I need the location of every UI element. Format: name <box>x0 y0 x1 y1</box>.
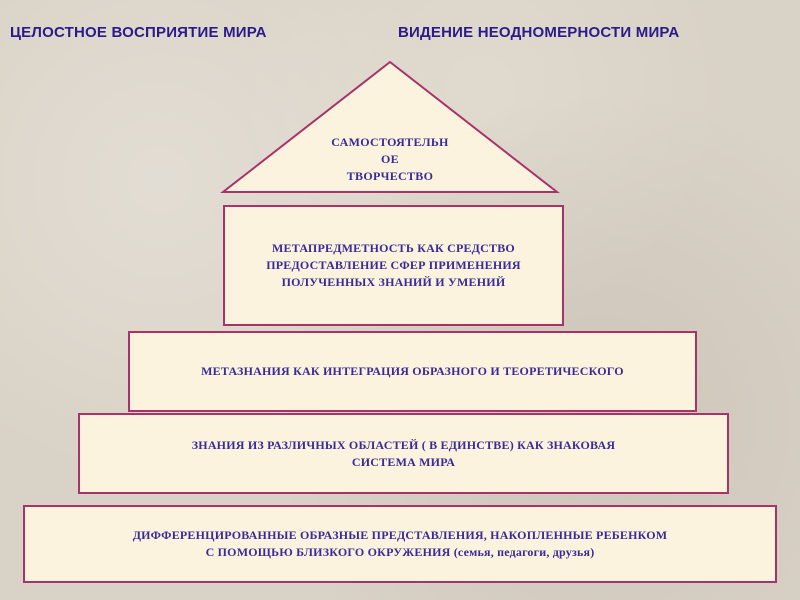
level-text-line: ПРЕДОСТАВЛЕНИЕ СФЕР ПРИМЕНЕНИЯ <box>266 258 521 272</box>
level-text-line: ЗНАНИЯ ИЗ РАЗЛИЧНЫХ ОБЛАСТЕЙ ( В ЕДИНСТВЕ) КАК ЗНАКОВАЯ <box>191 437 616 452</box>
level-text-line: ДИФФЕРЕНЦИРОВАННЫЕ ОБРАЗНЫЕ ПРЕДСТАВЛЕНИЯ, НАКОПЛЕННЫЕ РЕБЕНКОМ <box>132 528 668 542</box>
pyramid-level-metasubject <box>223 205 564 326</box>
header-title-left: ЦЕЛОСТНОЕ ВОСПРИЯТИЕ МИРА <box>10 24 267 41</box>
roof-label-line: САМОСТОЯТЕЛЬН <box>331 135 449 149</box>
level-text-line: ПОЛУЧЕННЫХ ЗНАНИЙ И УМЕНИЙ <box>281 275 506 289</box>
pyramid-level-metaknowledge <box>128 331 697 412</box>
level-text-line: С ПОМОЩЬЮ БЛИЗКОГО ОКРУЖЕНИЯ (семья, педагоги, друзья) <box>205 545 595 559</box>
header-title-right: ВИДЕНИЕ НЕОДНОМЕРНОСТИ МИРА <box>398 24 680 41</box>
pyramid-level-representations <box>23 505 777 583</box>
level-text-line: СИСТЕМА МИРА <box>351 454 456 469</box>
roof-label <box>300 134 480 185</box>
level-text-line: МЕТАЗНАНИЯ КАК ИНТЕГРАЦИЯ ОБРАЗНОГО И ТЕОРЕТИЧЕСКОГО <box>201 364 624 378</box>
roof-label-line: ТВОРЧЕСТВО <box>346 169 434 183</box>
level-text-line: МЕТАПРЕДМЕТНОСТЬ КАК СРЕДСТВО <box>272 241 515 255</box>
roof-label-line: ОЕ <box>381 152 399 166</box>
pyramid-level-knowledge <box>78 413 729 494</box>
